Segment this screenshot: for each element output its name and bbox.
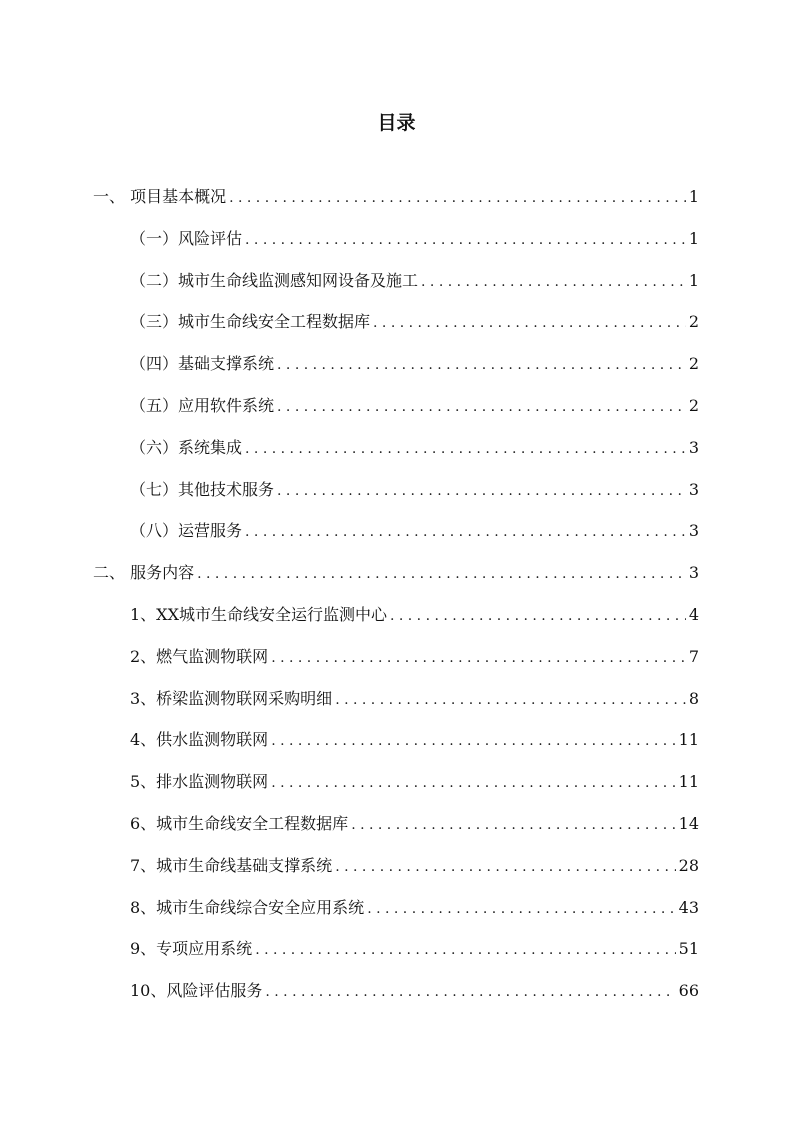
toc-entry-label: （四）基础支撑系统 xyxy=(130,354,275,374)
dot-leader xyxy=(271,728,675,754)
toc-entry-label: 4、供水监测物联网 xyxy=(130,730,269,750)
dot-leader xyxy=(245,227,686,253)
toc-entry[interactable] xyxy=(93,936,699,978)
toc-entry[interactable] xyxy=(93,644,699,686)
dot-leader xyxy=(351,812,675,838)
toc-entry-page: 1 xyxy=(688,270,699,290)
toc-entry[interactable] xyxy=(93,895,699,937)
toc-entry[interactable] xyxy=(93,393,699,435)
toc-entry[interactable] xyxy=(93,727,699,769)
toc-entry-page: 3 xyxy=(688,437,699,457)
toc-entry-page: 2 xyxy=(688,312,699,332)
toc-entry[interactable] xyxy=(93,309,699,351)
toc-title: 目录 xyxy=(377,112,416,134)
toc-entry-label: 5、排水监测物联网 xyxy=(130,772,269,792)
toc-entry-label: 10、风险评估服务 xyxy=(130,981,263,1001)
toc-entry-label: （二）城市生命线监测感知网设备及施工 xyxy=(130,270,419,290)
toc-entry-label: 2、燃气监测物联网 xyxy=(130,646,269,666)
toc-entry[interactable] xyxy=(93,226,699,268)
dot-leader xyxy=(255,937,675,963)
toc-entry[interactable] xyxy=(93,351,699,393)
toc-entry-label: 3、桥梁监测物联网采购明细 xyxy=(130,688,333,708)
toc-entry[interactable] xyxy=(93,853,699,895)
toc-entry-label: （七）其他技术服务 xyxy=(130,479,275,499)
toc-entry[interactable] xyxy=(93,602,699,644)
dot-leader xyxy=(335,687,686,713)
dot-leader xyxy=(277,394,686,420)
dot-leader xyxy=(373,310,686,336)
toc-entry-page: 11 xyxy=(678,730,699,750)
toc-entry-page: 2 xyxy=(688,395,699,415)
dot-leader xyxy=(367,896,675,922)
toc-entry-page: 43 xyxy=(678,897,699,917)
toc-entry[interactable] xyxy=(93,477,699,519)
toc-entry-page: 11 xyxy=(678,772,699,792)
dot-leader xyxy=(245,519,686,545)
toc-entry-label: （一）风险评估 xyxy=(130,228,243,248)
toc-entry-label: 9、专项应用系统 xyxy=(130,939,253,959)
dot-leader xyxy=(265,979,675,1005)
dot-leader xyxy=(421,269,686,295)
toc-entry[interactable] xyxy=(93,769,699,811)
toc-entry-label: （六）系统集成 xyxy=(130,437,243,457)
dot-leader xyxy=(197,561,686,587)
toc-entry-page: 3 xyxy=(688,521,699,541)
toc-entry-label: （八）运营服务 xyxy=(130,521,243,541)
toc-entry-page: 14 xyxy=(678,813,699,833)
dot-leader xyxy=(277,478,686,504)
toc-entry-label: 二、 服务内容 xyxy=(93,563,195,583)
toc-entry-page: 51 xyxy=(678,939,699,959)
toc-entry-label: 一、 项目基本概况 xyxy=(93,187,227,206)
dot-leader xyxy=(271,645,686,671)
toc-entry-label: 7、城市生命线基础支撑系统 xyxy=(130,855,333,875)
table-of-contents xyxy=(93,184,699,1020)
toc-entry-page: 2 xyxy=(688,354,699,374)
toc-entry[interactable] xyxy=(93,686,699,728)
toc-entry-label: 8、城市生命线综合安全应用系统 xyxy=(130,897,365,917)
dot-leader xyxy=(390,603,686,629)
toc-entry[interactable] xyxy=(93,811,699,853)
toc-entry-page: 1 xyxy=(688,228,699,248)
toc-entry-label: （三）城市生命线安全工程数据库 xyxy=(130,312,371,332)
toc-entry[interactable] xyxy=(93,560,699,602)
toc-entry-page: 4 xyxy=(688,604,699,624)
toc-entry-page: 1 xyxy=(688,187,699,206)
dot-leader xyxy=(277,352,686,378)
toc-entry-label: 6、城市生命线安全工程数据库 xyxy=(130,813,349,833)
dot-leader xyxy=(335,854,675,880)
dot-leader xyxy=(229,185,686,211)
toc-entry-page: 66 xyxy=(678,981,699,1001)
toc-entry-page: 3 xyxy=(688,479,699,499)
toc-entry[interactable] xyxy=(93,978,699,1020)
dot-leader xyxy=(245,436,686,462)
toc-entry-page: 28 xyxy=(678,855,699,875)
toc-entry-label: 1、XX城市生命线安全运行监测中心 xyxy=(130,604,387,624)
toc-entry[interactable] xyxy=(93,184,699,226)
toc-entry-page: 7 xyxy=(688,646,699,666)
toc-entry[interactable] xyxy=(93,435,699,477)
toc-entry-page: 8 xyxy=(688,688,699,708)
toc-entry[interactable] xyxy=(93,268,699,310)
dot-leader xyxy=(271,770,675,796)
toc-entry[interactable] xyxy=(93,518,699,560)
toc-entry-page: 3 xyxy=(688,563,699,583)
toc-entry-label: （五）应用软件系统 xyxy=(130,395,275,415)
